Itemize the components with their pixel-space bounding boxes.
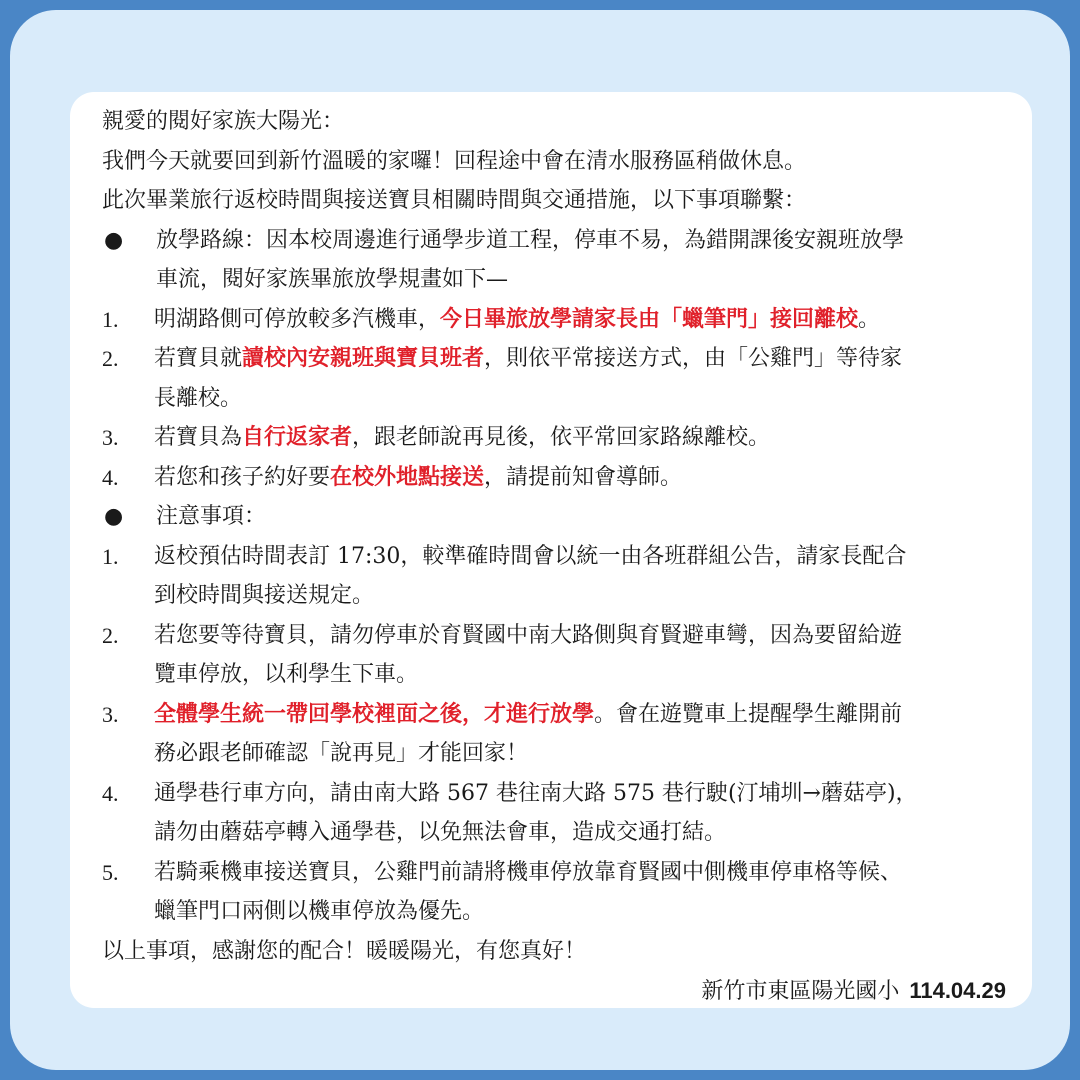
item-text-line-2: 請勿由蘑菇亭轉入通學巷，以免無法會車，造成交通打結。 (154, 820, 727, 845)
item-text-line-2: 長離校。 (154, 385, 243, 411)
highlight-text: 自行返家者 (242, 424, 353, 450)
list-item (102, 418, 1012, 458)
item-text-line-2: 蠟筆門口兩側以機車停放為優先。 (154, 899, 485, 924)
item-text-line-2: 務必跟老師確認「說再見」才能回家！ (154, 741, 529, 766)
item-text (154, 418, 1012, 458)
list-item (102, 695, 1012, 774)
item-text: 通學巷行車方向，請由南大路 567 巷往南大路 575 巷行駛(汀埔圳→蘑菇亭)， (154, 780, 918, 806)
highlight-text: 全體學生統一帶回學校裡面之後，才進行放學 (154, 700, 595, 727)
section-dismissal-route (102, 221, 1012, 300)
signature-date: 114.04.29 (909, 978, 1006, 1003)
highlight-text: 在校外地點接送 (330, 463, 485, 490)
item-text-line-2: 到校時間與接送規定。 (154, 583, 375, 608)
intro-line-1: 我們今天就要回到新竹溫暖的家囉！回程途中會在清水服務區稍做休息。 (102, 148, 807, 174)
item-number: 1. (102, 543, 119, 569)
item-text-part: 。 (858, 306, 881, 332)
item-number: 3. (102, 701, 119, 727)
greeting: 親愛的閱好家族大陽光： (102, 109, 345, 134)
item-text: 返校預估時間表訂 17:30，較準確時間會以統一由各班群組公告，請家長配合 (154, 543, 907, 569)
list-item (102, 537, 1012, 616)
item-text-part: ，跟老師說再見後，依平常回家路線離校。 (352, 425, 771, 450)
item-number: 4. (102, 464, 119, 490)
highlight-text: 讀校內安親班與寶貝班者 (242, 345, 485, 371)
item-text: 若騎乘機車接送寶貝，公雞門前請將機車停放靠育賢國中側機車停車格等候、 (154, 859, 903, 885)
bullet-icon: ● (104, 227, 124, 253)
item-text (154, 339, 1012, 379)
item-text-part: ，請提前知會導師。 (484, 464, 683, 490)
item-text (154, 695, 1012, 735)
item-number: 3. (102, 425, 119, 450)
bullet-icon: ● (104, 504, 124, 529)
item-number: 5. (102, 859, 119, 885)
list-item (102, 339, 1012, 418)
closing-line: 以上事項，感謝您的配合！暖暖陽光，有您真好！ (102, 938, 587, 964)
section-2-heading: 注意事項： (156, 504, 267, 529)
item-number: 4. (102, 780, 119, 806)
highlight-text: 今日畢旅放學請家長由「蠟筆門」接回離校 (440, 305, 859, 332)
item-text: 若您要等待寶貝，請勿停車於育賢國中南大路側與育賢避車彎，因為要留給遊 (154, 622, 903, 648)
list-item (102, 774, 1012, 853)
list-item (102, 853, 1012, 932)
item-text (154, 458, 1012, 498)
item-number: 2. (102, 622, 119, 648)
item-text-part: ，則依平常接送方式，由「公雞門」等待家 (484, 346, 903, 371)
section-1-heading-line-2: 車流，閱好家族畢旅放學規畫如下— (156, 267, 509, 292)
section-notes (102, 497, 1012, 537)
item-text (154, 300, 1012, 340)
signature-school: 新竹市東區陽光國小 (701, 979, 900, 1004)
intro-line-2: 此次畢業旅行返校時間與接送寶貝相關時間與交通措施，以下事項聯繫： (102, 188, 807, 213)
list-item (102, 300, 1012, 340)
outer-frame (10, 10, 1070, 1070)
item-text-part: 若您和孩子約好要 (154, 464, 331, 490)
item-number: 1. (102, 306, 119, 332)
item-text-part: 若寶貝為 (154, 425, 243, 450)
notice-card (70, 92, 1032, 1008)
item-text-part: 明湖路側可停放較多汽機車， (154, 306, 441, 332)
list-item (102, 458, 1012, 498)
section-1-heading-line-1: 放學路線：因本校周邊進行通學步道工程，停車不易，為錯開課後安親班放學 (156, 227, 905, 253)
item-text-line-2: 覽車停放，以利學生下車。 (154, 662, 419, 687)
signature (102, 971, 1012, 1012)
list-item (102, 616, 1012, 695)
letter-body (102, 102, 1012, 1012)
item-text-part: 。會在遊覽車上提醒學生離開前 (594, 701, 903, 727)
item-number: 2. (102, 346, 119, 371)
item-text-part: 若寶貝就 (154, 346, 243, 371)
